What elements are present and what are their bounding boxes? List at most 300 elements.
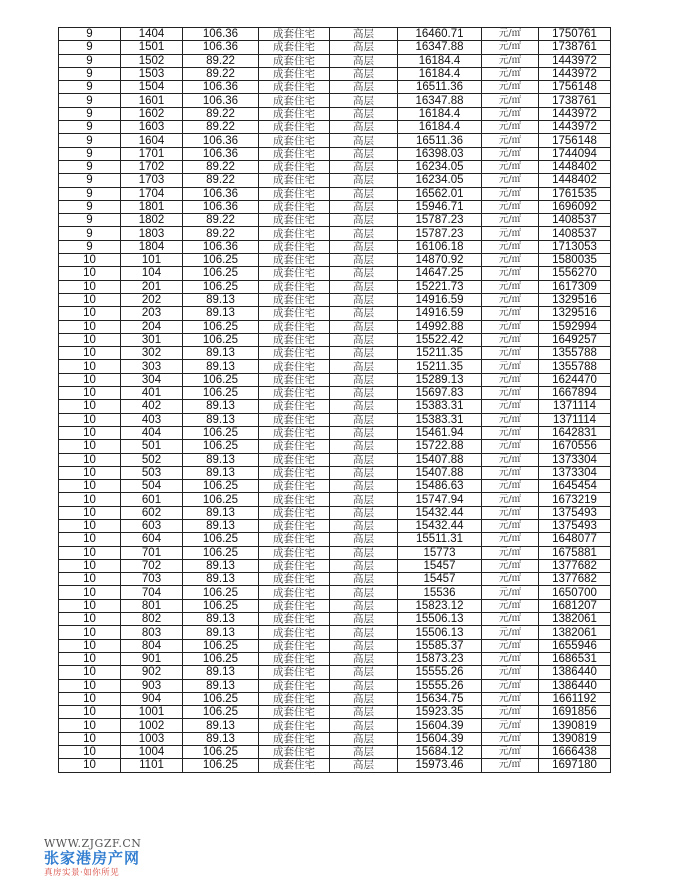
room-cell: 703 <box>121 573 183 586</box>
unit-price-cell: 15289.13 <box>398 373 482 386</box>
area-cell: 89.13 <box>183 293 259 306</box>
building-cell: 10 <box>59 626 121 639</box>
unit-price-cell: 15486.63 <box>398 480 482 493</box>
unit-cell: 元/㎡ <box>482 320 539 333</box>
total-price-cell: 1556270 <box>539 267 611 280</box>
unit-price-cell: 15787.23 <box>398 227 482 240</box>
type-cell: 成套住宅 <box>259 586 330 599</box>
building-cell: 10 <box>59 692 121 705</box>
type-cell: 成套住宅 <box>259 107 330 120</box>
table-row <box>59 692 611 705</box>
floor-type-cell: 高层 <box>330 732 398 745</box>
floor-type-cell: 高层 <box>330 506 398 519</box>
total-price-cell: 1377682 <box>539 559 611 572</box>
area-cell: 106.25 <box>183 586 259 599</box>
unit-cell: 元/㎡ <box>482 679 539 692</box>
total-price-cell: 1443972 <box>539 107 611 120</box>
room-cell: 402 <box>121 400 183 413</box>
unit-price-cell: 15506.13 <box>398 626 482 639</box>
floor-type-cell: 高层 <box>330 599 398 612</box>
unit-price-cell: 15457 <box>398 573 482 586</box>
total-price-cell: 1738761 <box>539 94 611 107</box>
building-cell: 10 <box>59 519 121 532</box>
building-cell: 9 <box>59 94 121 107</box>
type-cell: 成套住宅 <box>259 54 330 67</box>
room-cell: 702 <box>121 559 183 572</box>
type-cell: 成套住宅 <box>259 706 330 719</box>
table-row <box>59 254 611 267</box>
unit-cell: 元/㎡ <box>482 254 539 267</box>
unit-price-cell: 15506.13 <box>398 613 482 626</box>
type-cell: 成套住宅 <box>259 67 330 80</box>
room-cell: 1404 <box>121 28 183 41</box>
total-price-cell: 1738761 <box>539 41 611 54</box>
total-price-cell: 1377682 <box>539 573 611 586</box>
unit-cell: 元/㎡ <box>482 639 539 652</box>
room-cell: 1501 <box>121 41 183 54</box>
table-row <box>59 746 611 759</box>
area-cell: 89.13 <box>183 519 259 532</box>
building-cell: 9 <box>59 67 121 80</box>
building-cell: 10 <box>59 267 121 280</box>
table-row <box>59 121 611 134</box>
unit-price-cell: 15432.44 <box>398 519 482 532</box>
room-cell: 302 <box>121 347 183 360</box>
total-price-cell: 1750761 <box>539 28 611 41</box>
area-cell: 106.36 <box>183 200 259 213</box>
unit-cell: 元/㎡ <box>482 732 539 745</box>
unit-price-cell: 16184.4 <box>398 54 482 67</box>
unit-price-cell: 15873.23 <box>398 652 482 665</box>
floor-type-cell: 高层 <box>330 413 398 426</box>
type-cell: 成套住宅 <box>259 227 330 240</box>
room-cell: 901 <box>121 652 183 665</box>
total-price-cell: 1650700 <box>539 586 611 599</box>
type-cell: 成套住宅 <box>259 28 330 41</box>
type-cell: 成套住宅 <box>259 639 330 652</box>
floor-type-cell: 高层 <box>330 453 398 466</box>
floor-type-cell: 高层 <box>330 586 398 599</box>
unit-price-cell: 16347.88 <box>398 41 482 54</box>
area-cell: 89.13 <box>183 453 259 466</box>
total-price-cell: 1691856 <box>539 706 611 719</box>
type-cell: 成套住宅 <box>259 573 330 586</box>
total-price-cell: 1661192 <box>539 692 611 705</box>
total-price-cell: 1648077 <box>539 533 611 546</box>
room-cell: 803 <box>121 626 183 639</box>
total-price-cell: 1670556 <box>539 440 611 453</box>
type-cell: 成套住宅 <box>259 134 330 147</box>
unit-price-cell: 15383.31 <box>398 400 482 413</box>
room-cell: 1702 <box>121 160 183 173</box>
building-cell: 10 <box>59 307 121 320</box>
unit-price-cell: 16184.4 <box>398 121 482 134</box>
building-cell: 10 <box>59 732 121 745</box>
unit-cell: 元/㎡ <box>482 160 539 173</box>
table-row <box>59 679 611 692</box>
unit-cell: 元/㎡ <box>482 413 539 426</box>
floor-type-cell: 高层 <box>330 679 398 692</box>
unit-price-cell: 15823.12 <box>398 599 482 612</box>
area-cell: 89.13 <box>183 506 259 519</box>
unit-cell: 元/㎡ <box>482 187 539 200</box>
floor-type-cell: 高层 <box>330 746 398 759</box>
type-cell: 成套住宅 <box>259 466 330 479</box>
floor-type-cell: 高层 <box>330 254 398 267</box>
table-row <box>59 174 611 187</box>
table-row <box>59 506 611 519</box>
unit-cell: 元/㎡ <box>482 466 539 479</box>
table-row <box>59 626 611 639</box>
building-cell: 10 <box>59 493 121 506</box>
room-cell: 1503 <box>121 67 183 80</box>
area-cell: 89.13 <box>183 559 259 572</box>
type-cell: 成套住宅 <box>259 373 330 386</box>
area-cell: 89.13 <box>183 626 259 639</box>
table-row <box>59 41 611 54</box>
room-cell: 604 <box>121 533 183 546</box>
type-cell: 成套住宅 <box>259 453 330 466</box>
room-cell: 1504 <box>121 81 183 94</box>
building-cell: 10 <box>59 666 121 679</box>
unit-price-cell: 15923.35 <box>398 706 482 719</box>
unit-cell: 元/㎡ <box>482 546 539 559</box>
area-cell: 106.25 <box>183 320 259 333</box>
unit-price-cell: 15536 <box>398 586 482 599</box>
building-cell: 10 <box>59 360 121 373</box>
unit-price-cell: 14916.59 <box>398 293 482 306</box>
room-cell: 503 <box>121 466 183 479</box>
table-row <box>59 719 611 732</box>
total-price-cell: 1443972 <box>539 121 611 134</box>
building-cell: 10 <box>59 613 121 626</box>
unit-cell: 元/㎡ <box>482 360 539 373</box>
room-cell: 1002 <box>121 719 183 732</box>
unit-cell: 元/㎡ <box>482 480 539 493</box>
unit-price-cell: 15555.26 <box>398 679 482 692</box>
total-price-cell: 1373304 <box>539 466 611 479</box>
room-cell: 403 <box>121 413 183 426</box>
building-cell: 9 <box>59 107 121 120</box>
building-cell: 10 <box>59 506 121 519</box>
room-cell: 1604 <box>121 134 183 147</box>
unit-cell: 元/㎡ <box>482 746 539 759</box>
building-cell: 9 <box>59 240 121 253</box>
floor-type-cell: 高层 <box>330 692 398 705</box>
area-cell: 106.25 <box>183 639 259 652</box>
unit-price-cell: 14992.88 <box>398 320 482 333</box>
unit-price-cell: 15432.44 <box>398 506 482 519</box>
total-price-cell: 1673219 <box>539 493 611 506</box>
area-cell: 89.22 <box>183 160 259 173</box>
unit-cell: 元/㎡ <box>482 347 539 360</box>
room-cell: 101 <box>121 254 183 267</box>
table-row <box>59 599 611 612</box>
unit-cell: 元/㎡ <box>482 559 539 572</box>
floor-type-cell: 高层 <box>330 639 398 652</box>
total-price-cell: 1666438 <box>539 746 611 759</box>
unit-cell: 元/㎡ <box>482 519 539 532</box>
table-row <box>59 227 611 240</box>
unit-cell: 元/㎡ <box>482 666 539 679</box>
table-row <box>59 307 611 320</box>
building-cell: 9 <box>59 54 121 67</box>
unit-cell: 元/㎡ <box>482 67 539 80</box>
unit-cell: 元/㎡ <box>482 267 539 280</box>
type-cell: 成套住宅 <box>259 240 330 253</box>
table-body <box>59 28 611 773</box>
area-cell: 106.25 <box>183 254 259 267</box>
room-cell: 701 <box>121 546 183 559</box>
total-price-cell: 1408537 <box>539 227 611 240</box>
area-cell: 106.36 <box>183 94 259 107</box>
floor-type-cell: 高层 <box>330 94 398 107</box>
watermark-logo <box>44 838 141 878</box>
unit-cell: 元/㎡ <box>482 293 539 306</box>
table-row <box>59 147 611 160</box>
building-cell: 10 <box>59 719 121 732</box>
area-cell: 106.36 <box>183 147 259 160</box>
building-cell: 9 <box>59 147 121 160</box>
unit-price-cell: 16511.36 <box>398 81 482 94</box>
area-cell: 89.13 <box>183 360 259 373</box>
unit-cell: 元/㎡ <box>482 307 539 320</box>
unit-cell: 元/㎡ <box>482 759 539 772</box>
unit-price-cell: 16398.03 <box>398 147 482 160</box>
floor-type-cell: 高层 <box>330 613 398 626</box>
area-cell: 106.25 <box>183 373 259 386</box>
unit-price-cell: 16106.18 <box>398 240 482 253</box>
floor-type-cell: 高层 <box>330 214 398 227</box>
floor-type-cell: 高层 <box>330 81 398 94</box>
unit-cell: 元/㎡ <box>482 28 539 41</box>
floor-type-cell: 高层 <box>330 546 398 559</box>
table-row <box>59 400 611 413</box>
total-price-cell: 1696092 <box>539 200 611 213</box>
building-cell: 10 <box>59 559 121 572</box>
unit-price-cell: 14916.59 <box>398 307 482 320</box>
unit-cell: 元/㎡ <box>482 599 539 612</box>
room-cell: 1601 <box>121 94 183 107</box>
total-price-cell: 1355788 <box>539 347 611 360</box>
floor-type-cell: 高层 <box>330 333 398 346</box>
floor-type-cell: 高层 <box>330 41 398 54</box>
floor-type-cell: 高层 <box>330 134 398 147</box>
table-row <box>59 706 611 719</box>
floor-type-cell: 高层 <box>330 519 398 532</box>
unit-cell: 元/㎡ <box>482 453 539 466</box>
table-row <box>59 666 611 679</box>
floor-type-cell: 高层 <box>330 160 398 173</box>
building-cell: 10 <box>59 400 121 413</box>
table-row <box>59 387 611 400</box>
floor-type-cell: 高层 <box>330 573 398 586</box>
building-cell: 10 <box>59 453 121 466</box>
table-row <box>59 426 611 439</box>
unit-cell: 元/㎡ <box>482 280 539 293</box>
total-price-cell: 1386440 <box>539 666 611 679</box>
type-cell: 成套住宅 <box>259 333 330 346</box>
floor-type-cell: 高层 <box>330 533 398 546</box>
type-cell: 成套住宅 <box>259 121 330 134</box>
area-cell: 89.13 <box>183 413 259 426</box>
room-cell: 304 <box>121 373 183 386</box>
floor-type-cell: 高层 <box>330 360 398 373</box>
building-cell: 9 <box>59 227 121 240</box>
type-cell: 成套住宅 <box>259 666 330 679</box>
type-cell: 成套住宅 <box>259 174 330 187</box>
table-row <box>59 293 611 306</box>
total-price-cell: 1375493 <box>539 519 611 532</box>
unit-price-cell: 15522.42 <box>398 333 482 346</box>
unit-price-cell: 15634.75 <box>398 692 482 705</box>
total-price-cell: 1443972 <box>539 54 611 67</box>
table-row <box>59 214 611 227</box>
table-row <box>59 652 611 665</box>
type-cell: 成套住宅 <box>259 506 330 519</box>
unit-price-cell: 15585.37 <box>398 639 482 652</box>
building-cell: 10 <box>59 746 121 759</box>
floor-type-cell: 高层 <box>330 559 398 572</box>
table-row <box>59 413 611 426</box>
unit-cell: 元/㎡ <box>482 586 539 599</box>
unit-price-cell: 15773 <box>398 546 482 559</box>
table-row <box>59 613 611 626</box>
unit-cell: 元/㎡ <box>482 134 539 147</box>
floor-type-cell: 高层 <box>330 652 398 665</box>
unit-cell: 元/㎡ <box>482 81 539 94</box>
floor-type-cell: 高层 <box>330 200 398 213</box>
floor-type-cell: 高层 <box>330 67 398 80</box>
total-price-cell: 1697180 <box>539 759 611 772</box>
room-cell: 802 <box>121 613 183 626</box>
room-cell: 301 <box>121 333 183 346</box>
type-cell: 成套住宅 <box>259 679 330 692</box>
unit-price-cell: 15747.94 <box>398 493 482 506</box>
building-cell: 10 <box>59 586 121 599</box>
building-cell: 10 <box>59 546 121 559</box>
total-price-cell: 1443972 <box>539 67 611 80</box>
room-cell: 1003 <box>121 732 183 745</box>
table-row <box>59 107 611 120</box>
unit-price-cell: 14870.92 <box>398 254 482 267</box>
unit-price-cell: 15787.23 <box>398 214 482 227</box>
table-row <box>59 480 611 493</box>
floor-type-cell: 高层 <box>330 280 398 293</box>
unit-price-cell: 15211.35 <box>398 347 482 360</box>
building-cell: 9 <box>59 134 121 147</box>
type-cell: 成套住宅 <box>259 732 330 745</box>
table-row <box>59 54 611 67</box>
type-cell: 成套住宅 <box>259 599 330 612</box>
unit-cell: 元/㎡ <box>482 706 539 719</box>
table-row <box>59 160 611 173</box>
price-table <box>58 27 611 773</box>
type-cell: 成套住宅 <box>259 81 330 94</box>
area-cell: 106.25 <box>183 692 259 705</box>
table-row <box>59 453 611 466</box>
room-cell: 401 <box>121 387 183 400</box>
room-cell: 201 <box>121 280 183 293</box>
unit-price-cell: 16511.36 <box>398 134 482 147</box>
floor-type-cell: 高层 <box>330 719 398 732</box>
unit-cell: 元/㎡ <box>482 121 539 134</box>
type-cell: 成套住宅 <box>259 387 330 400</box>
room-cell: 704 <box>121 586 183 599</box>
type-cell: 成套住宅 <box>259 94 330 107</box>
table-row <box>59 440 611 453</box>
total-price-cell: 1686531 <box>539 652 611 665</box>
building-cell: 10 <box>59 347 121 360</box>
total-price-cell: 1645454 <box>539 480 611 493</box>
table-row <box>59 81 611 94</box>
area-cell: 106.25 <box>183 387 259 400</box>
total-price-cell: 1642831 <box>539 426 611 439</box>
area-cell: 89.22 <box>183 67 259 80</box>
total-price-cell: 1375493 <box>539 506 611 519</box>
room-cell: 1502 <box>121 54 183 67</box>
room-cell: 902 <box>121 666 183 679</box>
total-price-cell: 1390819 <box>539 732 611 745</box>
unit-price-cell: 16234.05 <box>398 174 482 187</box>
area-cell: 89.13 <box>183 400 259 413</box>
building-cell: 10 <box>59 706 121 719</box>
building-cell: 10 <box>59 679 121 692</box>
area-cell: 89.13 <box>183 307 259 320</box>
table-row <box>59 187 611 200</box>
unit-price-cell: 16562.01 <box>398 187 482 200</box>
total-price-cell: 1756148 <box>539 134 611 147</box>
total-price-cell: 1371114 <box>539 413 611 426</box>
total-price-cell: 1448402 <box>539 174 611 187</box>
area-cell: 89.22 <box>183 227 259 240</box>
floor-type-cell: 高层 <box>330 666 398 679</box>
building-cell: 10 <box>59 293 121 306</box>
room-cell: 603 <box>121 519 183 532</box>
building-cell: 10 <box>59 466 121 479</box>
unit-cell: 元/㎡ <box>482 573 539 586</box>
floor-type-cell: 高层 <box>330 147 398 160</box>
floor-type-cell: 高层 <box>330 626 398 639</box>
area-cell: 106.25 <box>183 426 259 439</box>
room-cell: 203 <box>121 307 183 320</box>
type-cell: 成套住宅 <box>259 214 330 227</box>
total-price-cell: 1624470 <box>539 373 611 386</box>
area-cell: 89.22 <box>183 174 259 187</box>
unit-cell: 元/㎡ <box>482 440 539 453</box>
unit-price-cell: 15457 <box>398 559 482 572</box>
total-price-cell: 1382061 <box>539 613 611 626</box>
table-row <box>59 200 611 213</box>
room-cell: 1704 <box>121 187 183 200</box>
building-cell: 9 <box>59 28 121 41</box>
total-price-cell: 1371114 <box>539 400 611 413</box>
building-cell: 9 <box>59 200 121 213</box>
building-cell: 10 <box>59 280 121 293</box>
unit-cell: 元/㎡ <box>482 147 539 160</box>
unit-price-cell: 16234.05 <box>398 160 482 173</box>
unit-price-cell: 16184.4 <box>398 67 482 80</box>
building-cell: 9 <box>59 214 121 227</box>
total-price-cell: 1448402 <box>539 160 611 173</box>
floor-type-cell: 高层 <box>330 400 398 413</box>
area-cell: 106.25 <box>183 759 259 772</box>
watermark-slogan: 真房实景·如你所见 <box>44 868 120 878</box>
type-cell: 成套住宅 <box>259 652 330 665</box>
unit-cell: 元/㎡ <box>482 493 539 506</box>
unit-price-cell: 15221.73 <box>398 280 482 293</box>
floor-type-cell: 高层 <box>330 174 398 187</box>
